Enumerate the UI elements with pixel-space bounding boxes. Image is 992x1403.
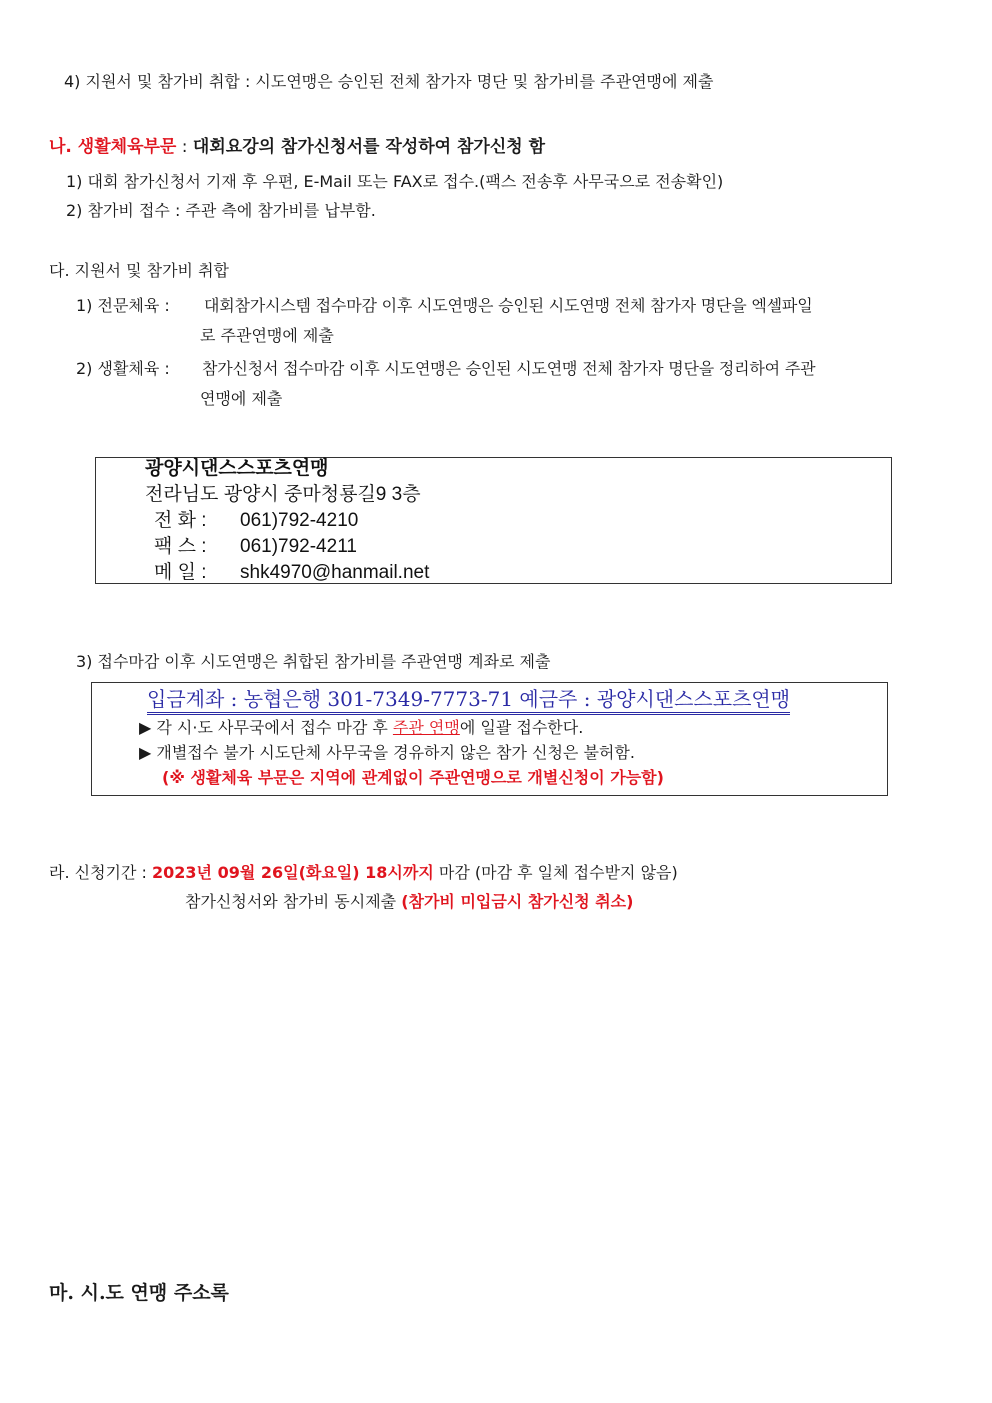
section-da-item-2-line-2: 연맹에 제출: [200, 389, 283, 408]
section-da-heading: 다. 지원서 및 참가비 취합: [49, 261, 229, 280]
contact-fax-label: 팩 스 :: [154, 536, 207, 557]
section-da-item-2-label: 2) 생활체육 :: [76, 359, 170, 378]
section-da-item-1-line-2: 로 주관연맹에 제출: [200, 326, 334, 345]
section-ra-line-1: [49, 863, 678, 883]
bank-bullet-1-emphasis: 주관 연맹: [392, 718, 460, 737]
contact-phone-label: 전 화 :: [154, 510, 207, 531]
contact-mail[interactable]: shk4970@hanmail.net: [240, 562, 430, 583]
section-ra-date: 2023년 09월 26일(화요일) 18시까지: [152, 863, 434, 882]
contact-phone: 061)792-4210: [240, 510, 359, 531]
bank-account: 입금계좌 : 농협은행 301-7349-7773-71 예금주 : 광양시댄스스포츠연맹: [147, 686, 790, 715]
section-na-sep: :: [176, 137, 193, 157]
section-na-heading: 나. 생활체육부문: [49, 137, 177, 157]
section-da-item-1-line-1: 대회참가시스템 접수마감 이후 시도연맹은 승인된 시도연맹 전체 참가자 명단을 엑셀파일: [204, 296, 813, 315]
section-na-desc: 대회요강의 참가신청서를 작성하여 참가신청 함: [192, 137, 546, 157]
section-ra-line-2-pre: 참가신청서와 참가비 동시제출: [185, 892, 402, 911]
contact-phone-row: [154, 508, 358, 534]
section-da-item-2-line-1: 참가신청서 접수마감 이후 시도연맹은 승인된 시도연맹 전체 참가자 명단을 정리하여 주관: [202, 359, 816, 378]
bank-bullet-1: [139, 718, 583, 738]
contact-fax: 061)792-4211: [240, 536, 357, 557]
contact-address: 전라님도 광양시 중마청룡길9 3층: [145, 484, 421, 505]
contact-org: 광양시댄스스포츠연맹: [145, 458, 329, 479]
bank-note: (※ 생활체육 부문은 지역에 관계없이 주관연맹으로 개별신청이 가능함): [162, 768, 664, 787]
section-da-item-1-label: 1) 전문체육 :: [76, 296, 170, 315]
section-ra-line-2-emphasis: (참가비 미입금시 참가신청 취소): [401, 892, 634, 911]
section-ra-after: 마감 (마감 후 일체 접수받지 않음): [433, 863, 678, 882]
section-ra-label: 라. 신청기간 :: [49, 863, 153, 882]
section-na-line: [49, 137, 545, 157]
bank-bullet-1-post: 에 일괄 접수한다.: [459, 718, 584, 737]
contact-mail-row: [154, 560, 429, 586]
section-na-item-2: 2) 참가비 접수 : 주관 측에 참가비를 납부함.: [66, 201, 376, 220]
section-na-item-1: 1) 대회 참가신청서 기재 후 우편, E-Mail 또는 FAX로 접수.(팩스 전송후 사무국으로 전송확인): [66, 172, 724, 191]
section-da-item-3: 3) 접수마감 이후 시도연맹은 취합된 참가비를 주관연맹 계좌로 제출: [76, 652, 551, 671]
item-4-text: 4) 지원서 및 참가비 취합 : 시도연맹은 승인된 전체 참가자 명단 및 참가비를 주관연맹에 제출: [64, 72, 714, 91]
bank-bullet-2: ▶ 개별접수 불가 시도단체 사무국을 경유하지 않은 참가 신청은 불허함.: [139, 743, 635, 762]
section-ma-heading: 마. 시.도 연맹 주소록: [49, 1282, 229, 1304]
contact-mail-label: 메 일 :: [154, 562, 207, 583]
bank-bullet-1-pre: ▶ 각 시·도 사무국에서 접수 마감 후: [139, 718, 393, 737]
contact-fax-row: [154, 534, 357, 560]
section-ra-line-2: [185, 892, 633, 912]
